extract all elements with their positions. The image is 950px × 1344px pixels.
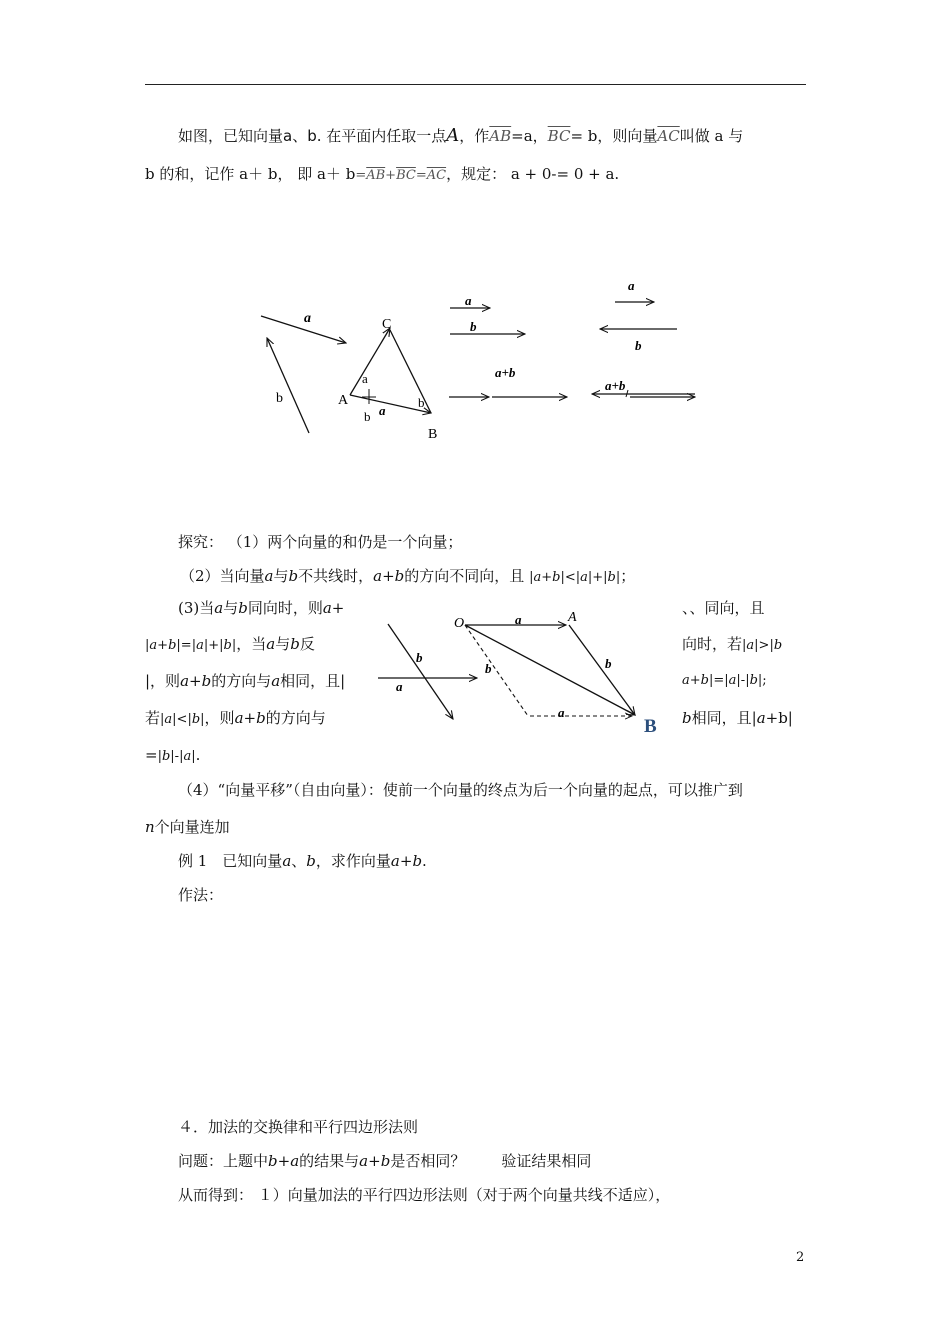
vector-b: b — [394, 567, 405, 585]
vector-a: a — [271, 672, 281, 690]
vector-b: b — [749, 673, 758, 688]
intro-text: ，作 — [459, 127, 490, 145]
vector-b: b — [201, 672, 212, 690]
vector-a: a — [390, 852, 400, 870]
label-b: b — [605, 656, 612, 671]
vector-a: a — [322, 599, 332, 617]
label-b: b — [276, 391, 283, 406]
abs-eq: |a+b|=|a|+|b| — [145, 638, 237, 653]
label-a: a — [628, 278, 635, 293]
vector-b: b — [607, 570, 616, 585]
text: |，则 — [145, 672, 181, 690]
text: . — [422, 852, 427, 870]
vector-b: b — [552, 570, 561, 585]
explore-p3-l5 — [145, 745, 200, 767]
intro-text: 如图，已知向量 — [178, 127, 284, 145]
abs-inequality: |a+b|<|a|+|b| — [529, 570, 621, 585]
vector-b: b — [268, 1152, 278, 1170]
point-a: A — [446, 125, 460, 146]
text: + — [331, 599, 345, 617]
text: 问题：上题中 — [178, 1152, 269, 1170]
text: 反 — [299, 635, 315, 653]
point-c-label: C — [382, 317, 392, 332]
text: (3)当 — [178, 599, 215, 617]
vector-bc-line — [390, 330, 431, 413]
intro-line-1 — [178, 126, 743, 146]
label-a: a — [379, 403, 386, 418]
vector-ac: $\overline{AC}$ — [657, 127, 680, 145]
vector-a: a — [266, 635, 276, 653]
vector-b: b — [238, 599, 248, 617]
vector-b: b — [168, 638, 177, 653]
right-col-l4: b相同，且|a+b| — [682, 709, 793, 727]
vector-ac-line — [350, 328, 390, 395]
vector-a: a — [264, 567, 274, 585]
point-o-label: O — [454, 616, 465, 631]
vector-b: b — [223, 638, 232, 653]
vector-b: b — [380, 1152, 391, 1170]
method-label: 作法： — [178, 886, 224, 904]
intro-text: = — [355, 168, 367, 183]
intro-text: + — [385, 168, 397, 183]
explore-p3-l2 — [145, 634, 315, 656]
vector-b: b — [412, 852, 423, 870]
header-rule — [145, 84, 806, 85]
text: 的方向与 — [211, 672, 272, 690]
text: ，则 — [204, 709, 235, 727]
point-a-label: A — [568, 610, 577, 625]
vector-ab — [569, 625, 635, 715]
label-a: a — [304, 311, 311, 326]
label-a: a — [396, 679, 403, 694]
vector-a: a — [164, 712, 173, 727]
explore-p1: 探究： （1）两个向量的和仍是一个向量； — [178, 533, 463, 551]
text: . — [195, 746, 201, 764]
label-b: b — [416, 650, 423, 665]
vector-a: a — [756, 709, 766, 727]
text: 的结果与 — [299, 1152, 360, 1170]
text: ； — [620, 567, 636, 585]
text: 与 — [273, 567, 289, 585]
var-n: n — [145, 818, 155, 836]
vector-b: b — [256, 709, 266, 727]
label-b: b — [418, 395, 425, 410]
label-b: b — [470, 319, 477, 334]
vector-a: a — [373, 567, 383, 585]
section-4-title: ４．加法的交换律和平行四边形法则 — [178, 1118, 419, 1136]
intro-text: = b，则向量 — [570, 127, 658, 145]
text: 与 — [223, 599, 239, 617]
right-col-l2: 向时，若|a|>|b — [682, 635, 783, 653]
section-4-result: 从而得到： １）向量加法的平行四边形法则（对于两个向量共线不适应）， — [178, 1186, 671, 1204]
text: + — [382, 567, 395, 585]
label-sum: a+b — [495, 365, 516, 380]
vector-a: a — [214, 599, 224, 617]
intro-line-2 — [145, 164, 619, 186]
text: 不共线时， — [298, 567, 374, 585]
vector-b: b — [773, 638, 783, 653]
right-col-l1: 、、同向，且 — [682, 599, 765, 617]
text: ，当 — [236, 635, 267, 653]
text: 例 1 已知向量 — [178, 852, 283, 870]
text: 是否相同？ — [390, 1152, 466, 1170]
text: 若 — [145, 709, 161, 727]
vector-a: a — [183, 749, 192, 764]
vector-a: a — [746, 638, 755, 653]
figure-vector-addition — [240, 270, 710, 450]
label-a: a — [558, 705, 565, 720]
label-b: b — [485, 661, 492, 676]
text: 相同，且| — [280, 672, 346, 690]
right-col-l3: a+b|=|a|-|b|; — [682, 673, 767, 688]
label-b: b — [364, 409, 371, 424]
text: 向时，若 — [682, 635, 743, 653]
vector-b: b — [191, 712, 201, 727]
text: +b| — [765, 709, 793, 727]
text: 个向量连加 — [154, 818, 230, 836]
text: 验证结果相同 — [501, 1152, 592, 1170]
label-a: a — [465, 293, 472, 308]
point-a-label: A — [338, 393, 349, 408]
intro-text: 叫做 a 与 — [679, 127, 744, 145]
vector-bc: $\overline{BC}$ — [396, 168, 416, 183]
intro-text: . 在平面内任取一点 — [316, 127, 447, 145]
section-4-question: 问题：上题中b+a的结果与a+b是否相同？ 验证结果相同 — [178, 1152, 592, 1170]
vector-ab: $\overline{AB}$ — [489, 127, 512, 145]
label-a: a — [362, 371, 368, 386]
vector-b: b — [288, 567, 299, 585]
text: 、 — [291, 852, 307, 870]
vector-b: b — [306, 852, 316, 870]
text: 与 — [275, 635, 291, 653]
text: 同向时，则 — [247, 599, 323, 617]
explore-p4: （4）“向量平移”（自由向量）：使前一个向量的终点为后一个向量的起点，可以推广到 — [178, 781, 743, 799]
text: = — [180, 638, 192, 653]
vector-b-line — [267, 338, 309, 433]
text: 相同，且 — [691, 709, 752, 727]
point-b-label: B — [428, 427, 438, 442]
vector-a: a — [290, 1152, 300, 1170]
intro-text: ，规定： a + 0-= 0 + a. — [446, 165, 620, 183]
label-sum: a+b — [605, 378, 626, 393]
point-b-label: B — [644, 716, 657, 737]
vector-a: a — [234, 709, 244, 727]
explore-p3-l3: |，则a+b的方向与a相同，且| — [145, 672, 346, 690]
intro-text: = — [415, 168, 427, 183]
explore-p4-cont — [145, 817, 230, 837]
label-b: b — [635, 338, 642, 353]
vector-ab: $\overline{AB}$ — [366, 168, 386, 183]
explore-p2 — [180, 566, 635, 588]
explore-p3-l4: 若|a|<|b|，则a+b的方向与 — [145, 709, 326, 727]
vector-a: a — [149, 638, 158, 653]
figure-parallelogram — [370, 605, 670, 740]
vector-a: a — [196, 638, 204, 653]
text: 的方向不同向，且 — [404, 567, 525, 585]
abs-diff: |b|-|a| — [157, 749, 196, 764]
vector-b: b — [682, 709, 692, 727]
cross-vector-b — [388, 624, 453, 719]
dashed-b — [465, 625, 528, 716]
intro-text: b 的和，记作 a＋ b， 即 a＋ b — [145, 165, 356, 183]
vector-a: a — [180, 672, 190, 690]
vector-a: a — [282, 852, 292, 870]
intro-vectors: a、b — [283, 127, 317, 145]
vector-b: b — [700, 673, 709, 688]
vector-b: b — [161, 749, 171, 764]
example-1: 例 1 已知向量a、b，求作向量a+b. — [178, 852, 427, 870]
text: ，求作向量 — [315, 852, 391, 870]
vector-a: a — [580, 570, 588, 585]
vector-a: a — [728, 673, 737, 688]
intro-text: =a， — [511, 127, 548, 145]
vector-ac: $\overline{AC}$ — [426, 168, 447, 183]
vector-bc: $\overline{BC}$ — [547, 127, 571, 145]
vector-a: a — [359, 1152, 369, 1170]
text: 的方向与 — [265, 709, 326, 727]
vector-a: a — [682, 673, 690, 688]
text: = — [145, 746, 158, 764]
page-number: 2 — [796, 1250, 805, 1265]
text: （2）当向量 — [180, 567, 265, 585]
vector-b: b — [290, 635, 300, 653]
explore-p3-l1 — [178, 598, 344, 618]
vector-a: a — [533, 570, 542, 585]
abs-lt: |a|<|b| — [160, 712, 205, 727]
label-a: a — [515, 612, 522, 627]
